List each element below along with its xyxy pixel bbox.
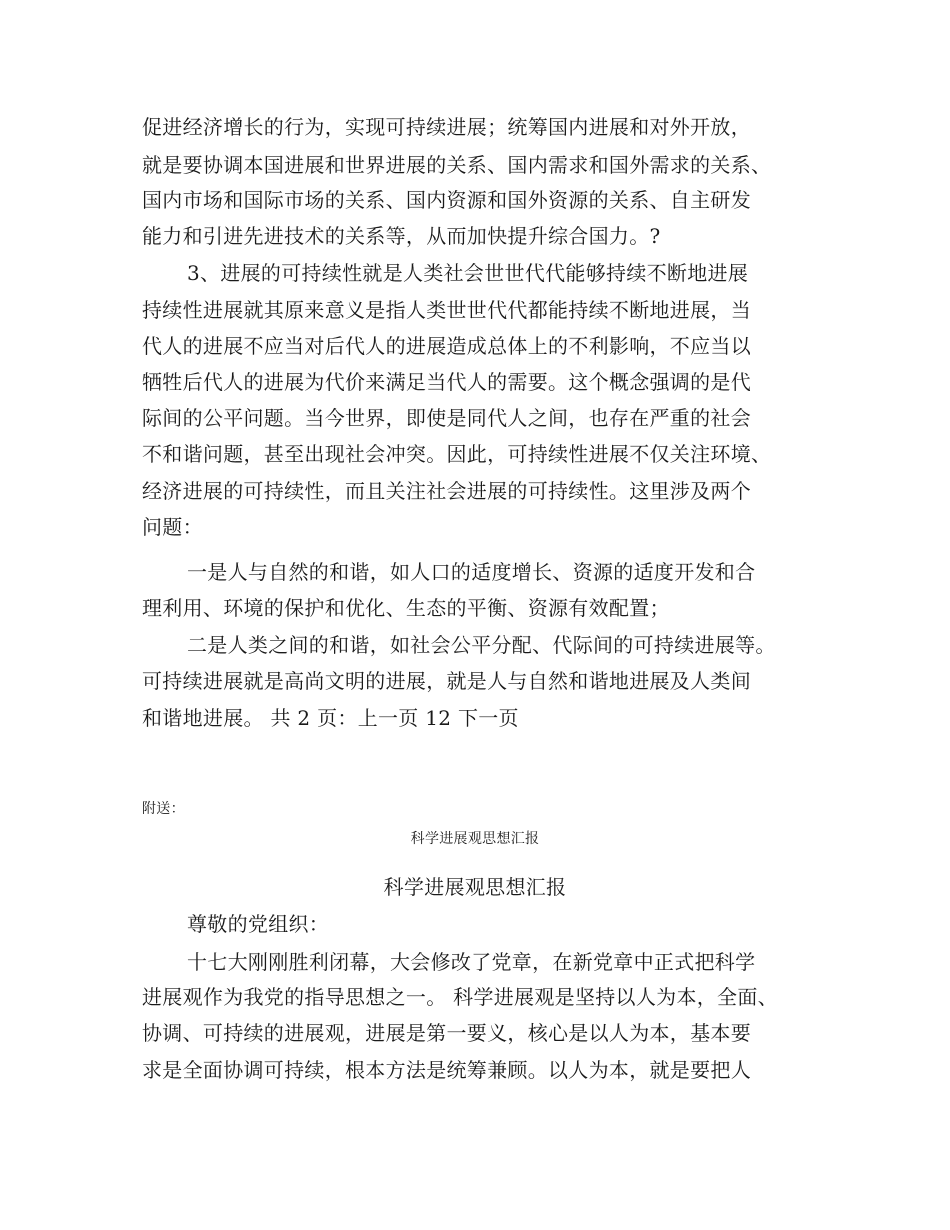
body-text-line: 际间的公平问题。当今世界，即使是同代人之间，也存在严重的社会 — [142, 406, 751, 430]
point-two-line: 可持续进展就是高尚文明的进展，就是人与自然和谐地进展及人类间 — [142, 669, 751, 693]
body-text-line: 问题： — [142, 515, 203, 539]
appendix-para-line: 协调、可持续的进展观，进展是第一要义，核心是以人为本，基本要 — [142, 1021, 751, 1045]
body-text-line: 牺牲后代人的进展为代价来满足当代人的需要。这个概念强调的是代 — [142, 370, 751, 394]
appendix-para-line: 求是全面协调可持续，根本方法是统筹兼顾。以人为本，就是要把人 — [142, 1058, 751, 1082]
salutation: 尊敬的党组织： — [187, 912, 330, 936]
appendix-para-line: 进展观作为我党的指导思想之一。 科学进展观是坚持以人为本，全面、 — [142, 985, 778, 1009]
point-one-line: 理利用、环境的保护和优化、生态的平衡、资源有效配置； — [142, 596, 670, 620]
point-two-first-line: 二是人类之间的和谐，如社会公平分配、代际间的可持续进展等。 — [187, 633, 776, 657]
body-text-line: 促进经济增长的行为，实现可持续进展；统筹国内进展和对外开放， — [142, 115, 751, 139]
body-text-line: 国内市场和国际市场的关系、国内资源和国外资源的关系、自主研发 — [142, 188, 751, 212]
appendix-small-title: 科学进展观思想汇报 — [410, 831, 540, 847]
body-text-line: 持续性进展就其原来意义是指人类世世代代都能持续不断地进展，当 — [142, 298, 751, 322]
body-text-line: 不和谐问题，甚至出现社会冲突。因此，可持续性进展不仅关注环境、 — [142, 442, 772, 466]
pagination-line: 和谐地进展。 共 2 页：上一页 12 下一页 — [142, 706, 519, 730]
body-text-line: 经济进展的可持续性，而且关注社会进展的可持续性。这里涉及两个 — [142, 479, 751, 503]
section-heading: 3、进展的可持续性就是人类社会世世代代能够持续不断地进展 — [187, 261, 749, 285]
appendix-title: 科学进展观思想汇报 — [383, 875, 567, 899]
body-text-line: 代人的进展不应当对后代人的进展造成总体上的不利影响，不应当以 — [142, 334, 751, 358]
appendix-label: 附送： — [142, 801, 185, 817]
body-text-line: 就是要协调本国进展和世界进展的关系、国内需求和国外需求的关系、 — [142, 153, 772, 177]
body-text-line: 能力和引进先进技术的关系等，从而加快提升综合国力。? — [142, 224, 661, 248]
appendix-para-first-line: 十七大刚刚胜利闭幕，大会修改了党章，在新党章中正式把科学 — [187, 950, 756, 974]
point-one-first-line: 一是人与自然的和谐，如人口的适度增长、资源的适度开发和合 — [187, 560, 756, 584]
